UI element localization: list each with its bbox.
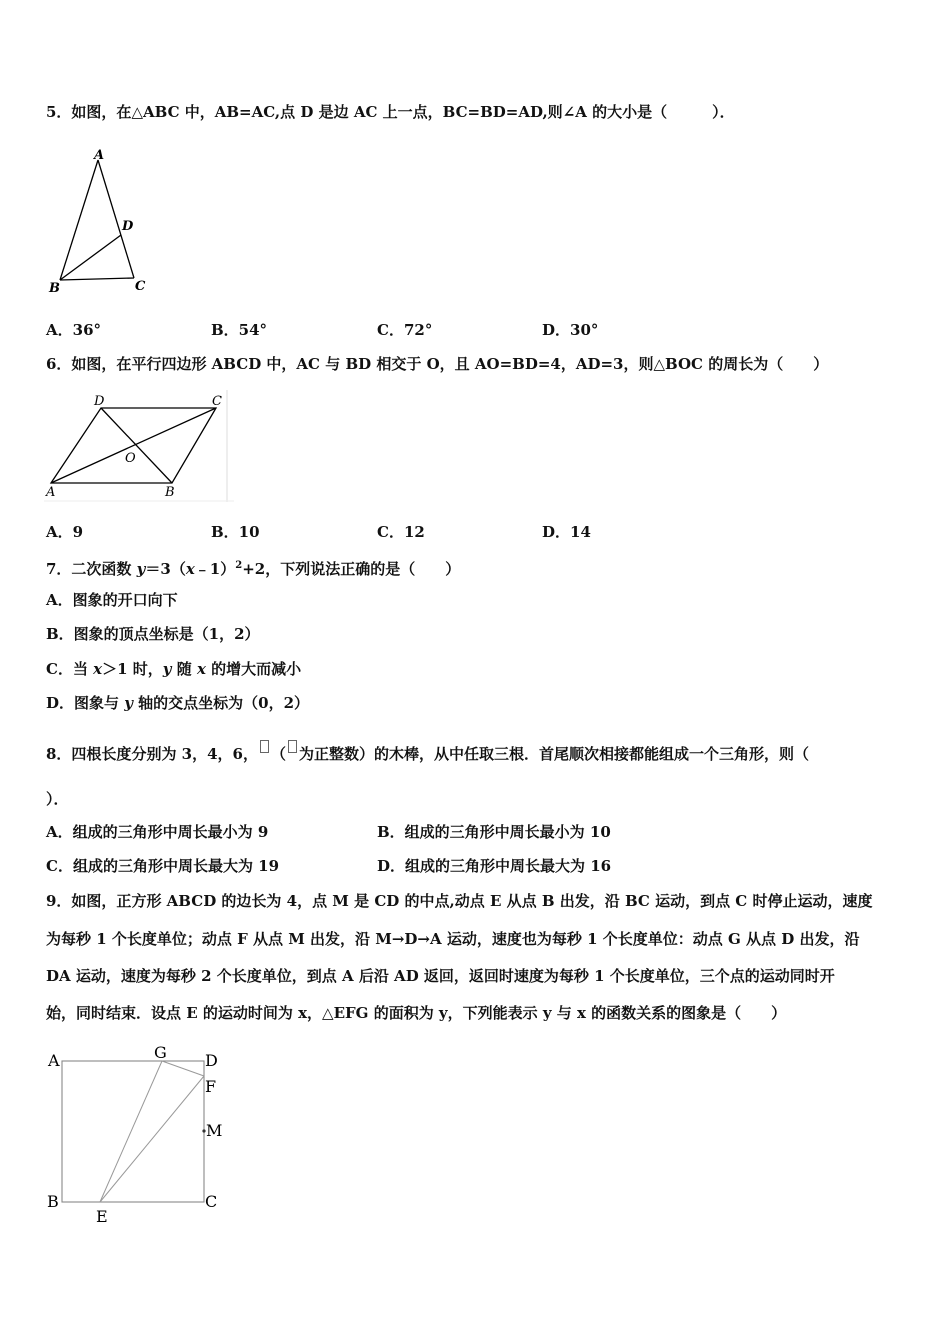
q9-label-e: E [96,1207,108,1226]
q8-option-a[interactable]: A．组成的三角形中周长最小为 9 [46,823,269,841]
q5-stem: 5．如图，在△ABC 中，AB=AC,点 D 是边 AC 上一点，BC=BD=AD,则∠A 的大小是（ ）． [46,103,735,121]
q5-label-c: C [135,279,146,294]
q5-option-c[interactable]: C．72° [377,321,433,339]
q5-label-d: D [122,219,134,234]
missing-glyph-icon [260,740,269,753]
q6-label-c: C [212,394,222,409]
q8-stem-end: ）． [46,790,69,808]
q6-label-b: B [165,485,175,500]
q6-option-d[interactable]: D．14 [542,523,591,541]
q9-label-f: F [205,1077,217,1096]
q9-label-b: B [47,1192,59,1211]
q7-option-c[interactable]: C．当 x＞1 时，y 随 x 的增大而减小 [46,660,302,678]
q9-stem-line-3: DA 运动，速度为每秒 2 个长度单位，到点 A 后沿 AD 返回，返回时速度为每秒 1 个长度单位，三个点的运动同时开 [46,967,835,985]
q5-triangle-figure [44,142,154,297]
q6-option-a[interactable]: A．9 [46,523,84,541]
q6-option-c[interactable]: C．12 [377,523,425,541]
q9-stem-line-2: 为每秒 1 个长度单位；动点 F 从点 M 出发，沿 M→D→A 运动，速度也为每秒 1 个长度单位：动点 G 从点 D 出发，沿 [46,930,860,948]
missing-glyph-icon [288,740,297,753]
q9-label-m: M [206,1121,223,1140]
q7-option-b[interactable]: B．图象的顶点坐标是（1，2） [46,625,260,643]
q8-option-c[interactable]: C．组成的三角形中周长最大为 19 [46,857,280,875]
q8-stem: 8．四根长度分别为 3，4，6， （ 为正整数）的木棒，从中任取三根．首尾顺次相接都能组成一个三角形，则（ [46,740,809,764]
q7-option-d[interactable]: D．图象与 y 轴的交点坐标为（0，2） [46,694,310,712]
q9-square-figure [44,1040,234,1230]
q5-option-b[interactable]: B．54° [211,321,268,339]
q6-label-d: D [94,394,105,409]
q6-option-b[interactable]: B．10 [211,523,260,541]
q9-label-g: G [154,1043,167,1062]
q5-option-a[interactable]: A．36° [46,321,102,339]
q6-stem: 6．如图，在平行四边形 ABCD 中，AC 与 BD 相交于 O，且 AO=BD=4，AD=3，则△BOC 的周长为（ ） [46,355,829,373]
q8-option-d[interactable]: D．组成的三角形中周长最大为 16 [377,857,612,875]
q6-label-o: O [125,451,136,466]
q5-label-a: A [94,148,105,163]
q7-option-a[interactable]: A．图象的开口向下 [46,591,178,609]
q5-label-b: B [49,281,60,296]
q9-label-c: C [205,1192,218,1211]
q5-option-d[interactable]: D．30° [542,321,599,339]
q6-parallelogram-figure [44,390,234,502]
q7-stem: 7．二次函数 y＝3（x﹣1）$^2$+2，下列说法正确的是（ ） [46,560,461,578]
q9-stem-line-4: 始，同时结束．设点 E 的运动时间为 x，△EFG 的面积为 y，下列能表示 y 与 x 的函数关系的图象是（ ） [46,1004,787,1022]
q8-option-b[interactable]: B．组成的三角形中周长最小为 10 [377,823,611,841]
q9-stem-line-1: 9．如图，正方形 ABCD 的边长为 4，点 M 是 CD 的中点,动点 E 从点 B 出发，沿 BC 运动，到点 C 时停止运动，速度 [46,892,873,910]
q9-label-d: D [205,1051,218,1070]
q6-label-a: A [46,485,56,500]
q9-label-a: A [48,1051,60,1070]
